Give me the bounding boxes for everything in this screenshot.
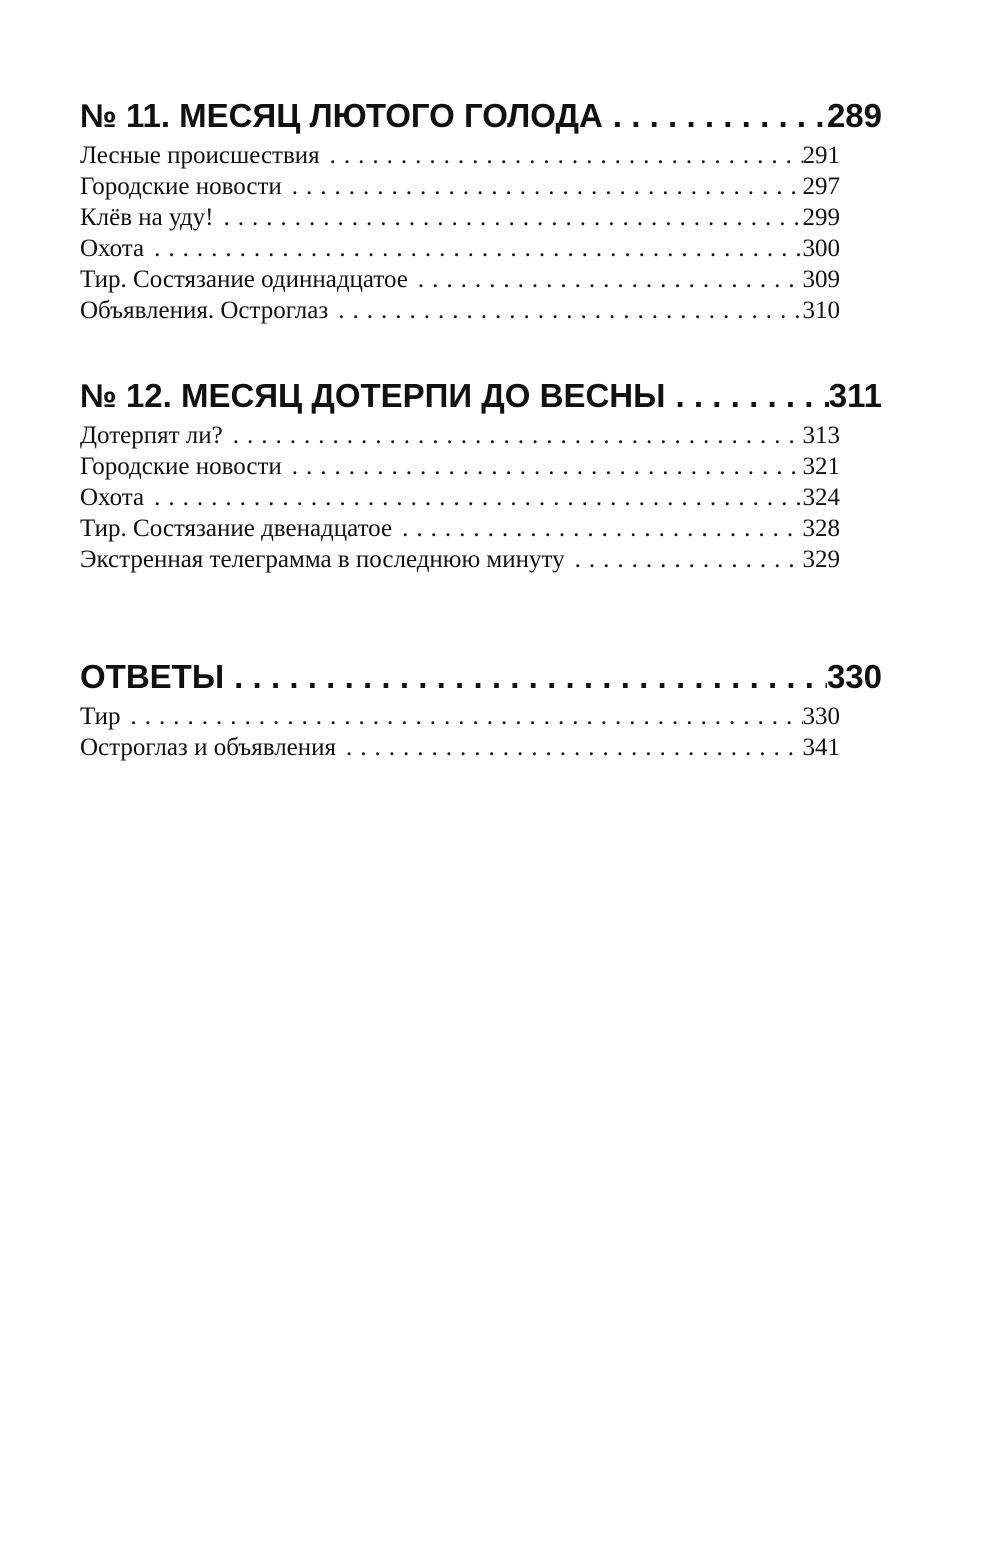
dot-leader <box>613 92 827 140</box>
section-title: № 11. МЕСЯЦ ЛЮТОГО ГОЛОДА <box>80 97 603 134</box>
entry-title: Тир <box>80 703 121 730</box>
dot-leader <box>338 295 802 326</box>
entry-title: Тир. Состязание одиннадцатое <box>80 266 408 293</box>
dot-leader <box>224 202 803 233</box>
toc-entry <box>80 544 840 575</box>
entry-title: Объявления. Остроглаз <box>80 297 329 324</box>
toc-entry <box>80 732 840 763</box>
dot-leader <box>575 544 803 575</box>
dot-leader <box>418 264 803 295</box>
dot-leader <box>154 233 802 264</box>
entry-title: Охота <box>80 484 145 511</box>
section-heading <box>80 653 882 701</box>
toc-section-11 <box>80 92 882 326</box>
entry-title: Экстренная телеграмма в последнюю минуту <box>80 546 565 573</box>
entry-title: Остроглаз и объявления <box>80 734 337 761</box>
dot-leader <box>346 732 802 763</box>
entry-page-number: 329 <box>802 546 840 573</box>
entry-page-number: 328 <box>802 515 840 542</box>
toc-entry <box>80 233 840 264</box>
table-of-contents <box>80 92 882 763</box>
section-title: ОТВЕТЫ <box>80 658 225 695</box>
toc-entry <box>80 451 840 482</box>
entry-page-number: 300 <box>802 235 840 262</box>
section-heading <box>80 372 882 420</box>
dot-leader <box>402 513 802 544</box>
entry-page-number: 309 <box>802 266 840 293</box>
entry-title: Дотерпят ли? <box>80 422 223 449</box>
entry-page-number: 291 <box>802 142 840 169</box>
dot-leader <box>330 140 803 171</box>
entry-title: Охота <box>80 235 145 262</box>
entry-page-number: 310 <box>802 297 840 324</box>
dot-leader <box>154 482 802 513</box>
entry-page-number: 313 <box>802 422 840 449</box>
section-page-number: 311 <box>828 377 882 414</box>
dot-leader <box>234 653 827 701</box>
section-page-number: 289 <box>826 97 882 134</box>
toc-entry <box>80 171 840 202</box>
entry-title: Городские новости <box>80 173 282 200</box>
toc-entry <box>80 701 840 732</box>
toc-entry <box>80 140 840 171</box>
toc-entry <box>80 513 840 544</box>
entry-page-number: 330 <box>802 703 840 730</box>
dot-leader <box>292 451 803 482</box>
toc-section-answers <box>80 653 882 763</box>
entry-page-number: 297 <box>802 173 840 200</box>
entry-title: Лесные происшествия <box>80 142 320 169</box>
dot-leader <box>675 372 828 420</box>
toc-entry <box>80 264 840 295</box>
toc-entry <box>80 482 840 513</box>
section-heading <box>80 92 882 140</box>
entry-title: Городские новости <box>80 453 282 480</box>
dot-leader <box>131 701 803 732</box>
entry-page-number: 321 <box>802 453 840 480</box>
dot-leader <box>292 171 803 202</box>
entry-page-number: 299 <box>802 204 840 231</box>
toc-entry <box>80 420 840 451</box>
entry-title: Клёв на уду! <box>80 204 214 231</box>
section-page-number: 330 <box>826 658 882 695</box>
section-title: № 12. МЕСЯЦ ДОТЕРПИ ДО ВЕСНЫ <box>80 377 666 414</box>
entry-page-number: 341 <box>802 734 840 761</box>
toc-section-12 <box>80 372 882 575</box>
dot-leader <box>233 420 803 451</box>
entry-title: Тир. Состязание двенадцатое <box>80 515 393 542</box>
toc-entry <box>80 202 840 233</box>
entry-page-number: 324 <box>802 484 840 511</box>
toc-entry <box>80 295 840 326</box>
